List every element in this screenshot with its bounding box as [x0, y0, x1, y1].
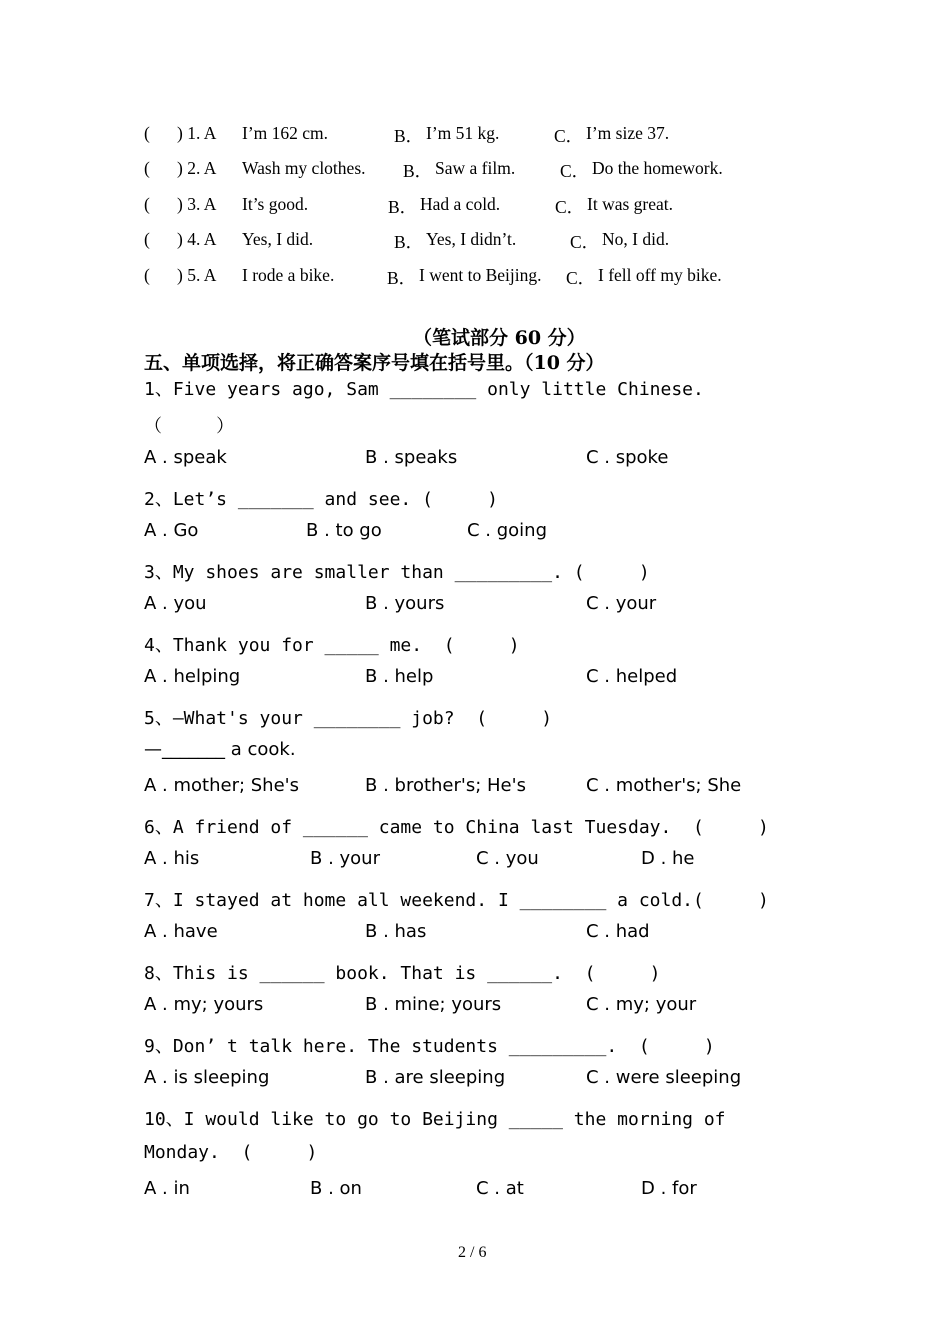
section-heading: 五、单项选择，将正确答案序号填在括号里。（10 分）: [144, 352, 605, 374]
option-c[interactable]: C . at: [476, 1178, 524, 1199]
option-c[interactable]: C . helped: [586, 666, 678, 687]
option-a[interactable]: A . my; yours: [144, 994, 264, 1015]
question-text: 3、My shoes are smaller than _________. ( ): [144, 562, 650, 583]
item-number: ) 5. A: [177, 265, 217, 285]
option-b: I went to Beijing.: [419, 265, 542, 285]
question-text: 8、This is ______ book. That is ______. ( ): [144, 963, 661, 984]
option-c-letter: C．: [555, 197, 585, 217]
option-c: It was great.: [587, 194, 674, 214]
answer-bracket[interactable]: （ ）: [144, 416, 235, 437]
answer-bracket[interactable]: (: [144, 123, 150, 143]
option-c-letter: C．: [566, 268, 596, 288]
answer-bracket[interactable]: (: [144, 194, 150, 214]
option-b-letter: B．: [394, 126, 424, 146]
option-a[interactable]: A . his: [144, 848, 200, 869]
question-text: 7、I stayed at home all weekend. I ________ a cold.( ): [144, 890, 769, 911]
option-c-letter: C．: [570, 232, 600, 252]
option-c: Do the homework.: [592, 158, 723, 178]
option-b-letter: B．: [388, 197, 418, 217]
item-number: ) 4. A: [177, 229, 217, 249]
item-number: ) 3. A: [177, 194, 217, 214]
option-a[interactable]: A . is sleeping: [144, 1067, 270, 1088]
option-b[interactable]: B . your: [310, 848, 380, 869]
question-text: 9、Don’ t talk here. The students _________. ( ): [144, 1036, 715, 1057]
page-number: 2 / 6: [458, 1244, 487, 1261]
option-a[interactable]: A . in: [144, 1178, 190, 1199]
written-part-title: （笔试部分 60 分）: [413, 327, 586, 349]
question-text: 10、I would like to go to Beijing _____ the morning of: [144, 1109, 726, 1130]
option-a[interactable]: A . speak: [144, 447, 227, 468]
option-c[interactable]: C . my; your: [586, 994, 697, 1015]
option-c: I’m size 37.: [586, 123, 670, 143]
option-a[interactable]: A . have: [144, 921, 218, 942]
option-b: I’m 51 kg.: [426, 123, 500, 143]
option-c: I fell off my bike.: [598, 265, 722, 285]
option-b[interactable]: B . to go: [306, 520, 382, 541]
option-c[interactable]: C . were sleeping: [586, 1067, 742, 1088]
option-a: I rode a bike.: [242, 265, 335, 285]
option-a[interactable]: A . mother; She's: [144, 775, 299, 796]
option-b[interactable]: B . has: [365, 921, 427, 942]
option-b: Saw a film.: [435, 158, 516, 178]
option-a: It’s good.: [242, 194, 309, 214]
option-b: Yes, I didn’t.: [426, 229, 517, 249]
answer-bracket[interactable]: (: [144, 229, 150, 249]
answer-bracket[interactable]: (: [144, 158, 150, 178]
option-a[interactable]: A . helping: [144, 666, 241, 687]
option-c[interactable]: C . had: [586, 921, 650, 942]
option-c[interactable]: C . your: [586, 593, 657, 614]
option-d[interactable]: D . for: [641, 1178, 697, 1199]
option-d[interactable]: D . he: [641, 848, 695, 869]
question-text: 4、Thank you for _____ me. ( ): [144, 635, 520, 656]
option-c-letter: C．: [554, 126, 584, 146]
option-b[interactable]: B . mine; yours: [365, 994, 502, 1015]
option-b[interactable]: B . speaks: [365, 447, 458, 468]
question-text-continued: Monday. ( ): [144, 1142, 318, 1163]
answer-bracket[interactable]: (: [144, 265, 150, 285]
option-b[interactable]: B . help: [365, 666, 434, 687]
option-c[interactable]: C . going: [467, 520, 548, 541]
option-a: I’m 162 cm.: [242, 123, 329, 143]
option-b: Had a cold.: [420, 194, 501, 214]
item-number: ) 2. A: [177, 158, 217, 178]
question-text: 5、—What's your ________ job? ( ): [144, 708, 553, 729]
question-text: 6、A friend of ______ came to China last Tuesday. ( ): [144, 817, 769, 838]
option-a[interactable]: A . Go: [144, 520, 199, 541]
item-number: ) 1. A: [177, 123, 217, 143]
option-a[interactable]: A . you: [144, 593, 207, 614]
option-b-letter: B．: [387, 268, 417, 288]
option-b[interactable]: B . yours: [365, 593, 445, 614]
option-a: Yes, I did.: [242, 229, 314, 249]
question-text: 2、Let’s _______ and see. ( ): [144, 489, 498, 510]
option-b[interactable]: B . are sleeping: [365, 1067, 506, 1088]
option-c-letter: C．: [560, 161, 590, 181]
option-b[interactable]: B . on: [310, 1178, 362, 1199]
question-response-line: —_______ a cook.: [144, 739, 296, 760]
question-text: 1、Five years ago, Sam ________ only little Chinese.: [144, 379, 704, 400]
option-b-letter: B．: [394, 232, 424, 252]
option-c[interactable]: C . mother's; She: [586, 775, 742, 796]
option-b-letter: B．: [403, 161, 433, 181]
option-a: Wash my clothes.: [242, 158, 366, 178]
option-c[interactable]: C . you: [476, 848, 539, 869]
option-c: No, I did.: [602, 229, 670, 249]
option-c[interactable]: C . spoke: [586, 447, 669, 468]
option-b[interactable]: B . brother's; He's: [365, 775, 526, 796]
